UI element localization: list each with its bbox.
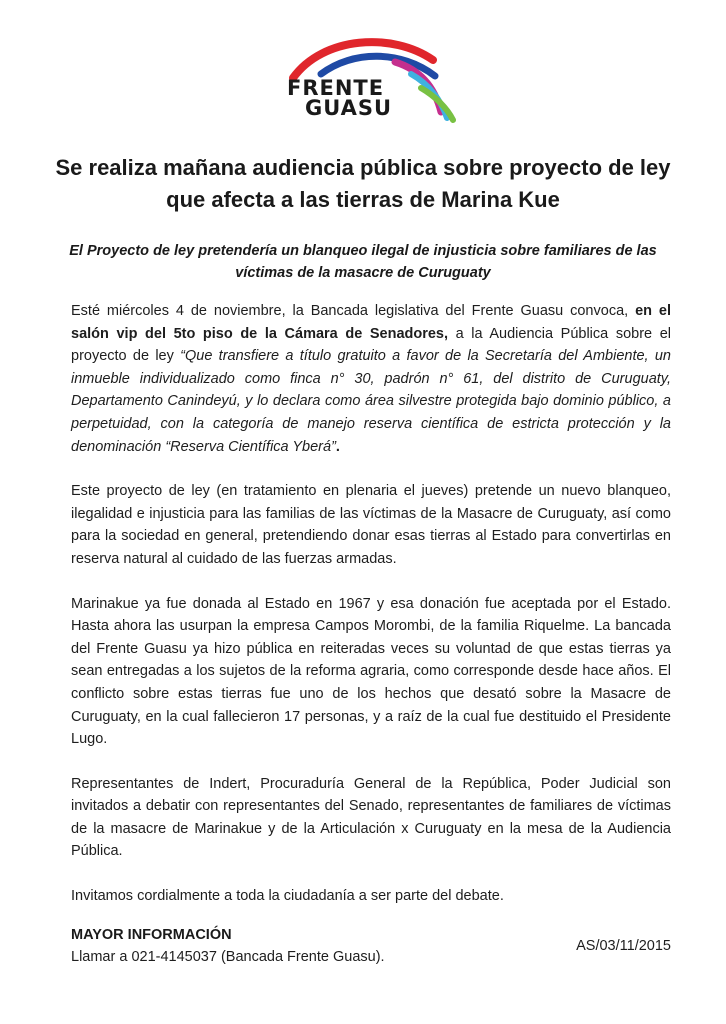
paragraph-5: Invitamos cordialmente a toda la ciudadanía a ser parte del debate. [71, 888, 504, 905]
paragraph-4: Representantes de Indert, Procuraduría General de la República, Poder Judicial son invitados a debatir con representantes del Senado, representantes de familiares de víctimas de la masacre de Marinakue y de la Articulación x Curuguaty en la mesa de la Audiencia Pública. [71, 775, 671, 860]
p1-end: . [335, 438, 340, 455]
arc-magenta [395, 62, 441, 112]
contact-heading: MAYOR INFORMACIÓN [71, 926, 232, 943]
paragraph-3: Marinakue ya fue donada al Estado en 1967 y esa donación fue aceptada por el Estado. Hasta ahora las usurpan la empresa Campos Morombi, de la familia Riquelme. La bancada del Frente Guasu ya hizo pública en reiteradas veces su voluntad de que estas tierras ya sean entregadas a los sujetos de la reforma agraria, como corresponde desde hace años. El conflicto sobre estas tierras fue uno de los hechos que desató sobre la Masacre de Curuguaty, en la cual fallecieron 17 personas, y a raíz de la cual fue destituido el Presidente Lugo. [71, 595, 671, 748]
p1-mid: a la Audiencia Pública sobre el proyecto de ley [71, 325, 671, 365]
headline: Se realiza mañana audiencia pública sobre proyecto de ley que afecta a las tierras de Marina Kue [55, 155, 671, 212]
signature-date: AS/03/11/2015 [576, 938, 671, 954]
p1-venue: en el salón vip del 5to piso de la Cámara de Senadores, [71, 303, 671, 342]
frente-guasu-logo [283, 38, 459, 124]
contact-text: Llamar a 021-4145037 (Bancada Frente Guasu). [71, 948, 385, 965]
logo-text-frente: FRENTE [287, 76, 385, 100]
paragraph-2: Este proyecto de ley (en tratamiento en plenaria el jueves) pretende un nuevo blanqueo, ilegalidad e injusticia para las familias de las víctimas de la Masacre de Curuguaty, así como para la sociedad en general, pretendiendo donar esas tierras al Estado para convertirlas en reserva natural al cuidado de las fuerzas armadas. [71, 483, 671, 567]
paragraph-1 [71, 300, 671, 458]
article-body [71, 300, 671, 968]
p1-bill-title: “Que transfiere a título gratuito a favor de la Secretaría del Ambiente, un inmueble individualizado como finca n° 30, padrón n° 61, del distrito de Curuguaty, Departamento Canindeyú, y lo declara como área silvestre protegida bajo dominio público, a perpetuidad, con la categoría de manejo reserva científica de estricta protección y la denominación “Reserva Científica Yberá” [71, 348, 671, 455]
p1-intro: Esté miércoles 4 de noviembre, la Bancada legislativa del Frente Guasu convoca, [71, 303, 636, 319]
subheadline: El Proyecto de ley pretendería un blanqueo ilegal de injusticia sobre familiares de las víctimas de la masacre de Curuguaty [69, 243, 657, 281]
logo-text-guasu: GUASU [305, 96, 393, 120]
